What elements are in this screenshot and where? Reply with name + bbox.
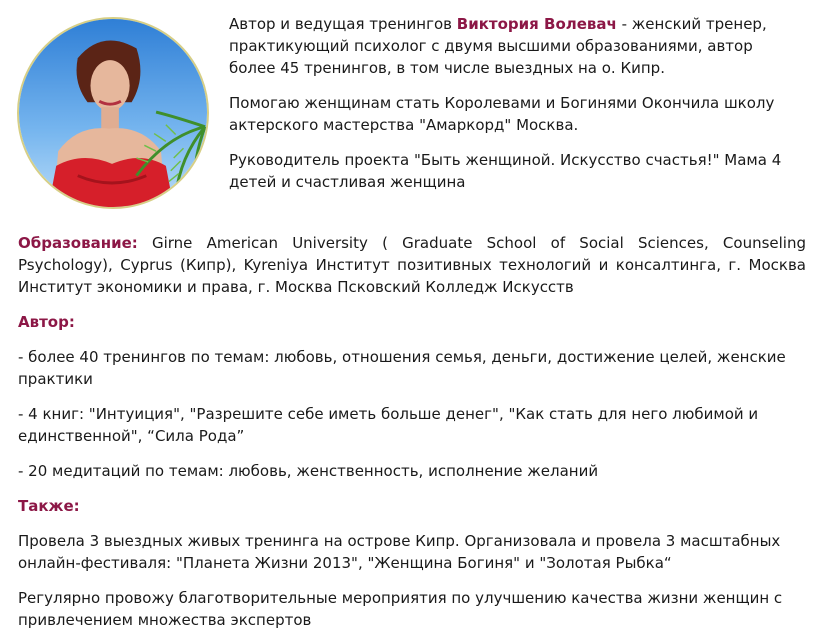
author-item-books: - 4 книг: "Интуиция", "Разрешите себе иметь больше денег", "Как стать для него любимой и единственной", “Сила Рода” — [18, 405, 759, 445]
also-item-trainings: Провела 3 выездных живых тренинга на острове Кипр. Организовала и провела 3 масштабных онлайн-фестиваля: "Планета Жизни 2013", "Женщина Богиня" и "Золотая Рыбка“ — [18, 532, 781, 572]
bio-section — [229, 13, 799, 206]
bio-paragraph-intro: Автор и ведущая тренингов Виктория Волевач - женский тренер, практикующий психолог с двумя высшими образованиями, автор более 45 тренингов, в том числе выездных на о. Кипр. — [229, 15, 767, 77]
bio-paragraph-mission: Помогаю женщинам стать Королевами и Богинями Окончила школу актерского мастерства "Амаркорд" Москва. — [229, 94, 775, 134]
author-item-trainings: - более 40 тренингов по темам: любовь, отношения семья, деньги, достижение целей, женские практики — [18, 348, 786, 388]
author-item-meditations: - 20 медитаций по темам: любовь, женственность, исполнение желаний — [18, 462, 599, 480]
author-heading: Автор: — [18, 313, 75, 331]
education-text: Girne American University ( Graduate School of Social Sciences, Counseling Psychology), Cyprus (Кипр), Kyreniya Институт позитивных технологий и консалтинга, г. Москва Институт экономики и права, г. Москва Псковский Колледж Искусств — [18, 234, 806, 296]
bio-paragraph-project: Руководитель проекта "Быть женщиной. Искусство счастья!" Мама 4 детей и счастливая женщина — [229, 151, 782, 191]
also-heading: Также: — [18, 497, 80, 515]
portrait-image — [19, 19, 207, 207]
education-label: Образование: — [18, 234, 138, 252]
author-photo — [17, 17, 209, 209]
education-paragraph — [18, 232, 806, 298]
also-item-charity: Регулярно провожу благотворительные мероприятия по улучшению качества жизни женщин с привлечением множества экспертов — [18, 589, 783, 629]
author-name: Виктория Волевач — [456, 15, 617, 33]
details-section — [18, 232, 806, 644]
